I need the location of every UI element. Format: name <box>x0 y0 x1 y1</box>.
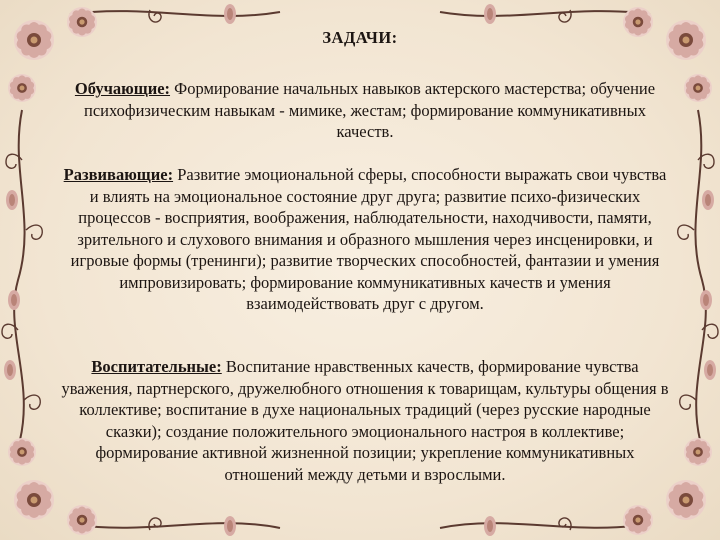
section-text: Развитие эмоциональной сферы, способности выражать свои чувства и влиять на эмоциональное состояние друг друга; развитие психо-физических процессов - восприятия, воображения, наблюдательности, находчивости, памяти, зрительного и слухового внимания и образного мышления через инсценировки, и игровые формы (тренинги); развитие творческих способностей, фантазии и умения импровизировать; формирование коммуникативных качеств и умения взаимодействовать друг с другом. <box>70 165 667 313</box>
section-upbringing <box>60 356 670 485</box>
section-heading: Воспитательные: <box>91 357 222 376</box>
section-heading: Обучающие: <box>74 79 171 98</box>
section-heading: Развивающие: <box>63 165 174 184</box>
slide-title: ЗАДАЧИ: <box>322 28 398 47</box>
section-developing <box>60 164 670 315</box>
section-teaching <box>60 78 670 143</box>
section-text: Формирование начальных навыков актерского мастерства; обучение психофизическим навыкам - мимике, жестам; формирование коммуникативных качеств. <box>84 79 656 141</box>
section-text: Воспитание нравственных качеств, формирование чувства уважения, партнерского, дружелюбного отношения к товарищам, культуры общения в коллективе; воспитание в духе национальных традиций (через русские народные сказки); создание положительного эмоционального настроя в коллективе; формирование активной жизненной позиции; укрепление коммуникативных отношений между детьми и взрослыми. <box>61 357 669 484</box>
